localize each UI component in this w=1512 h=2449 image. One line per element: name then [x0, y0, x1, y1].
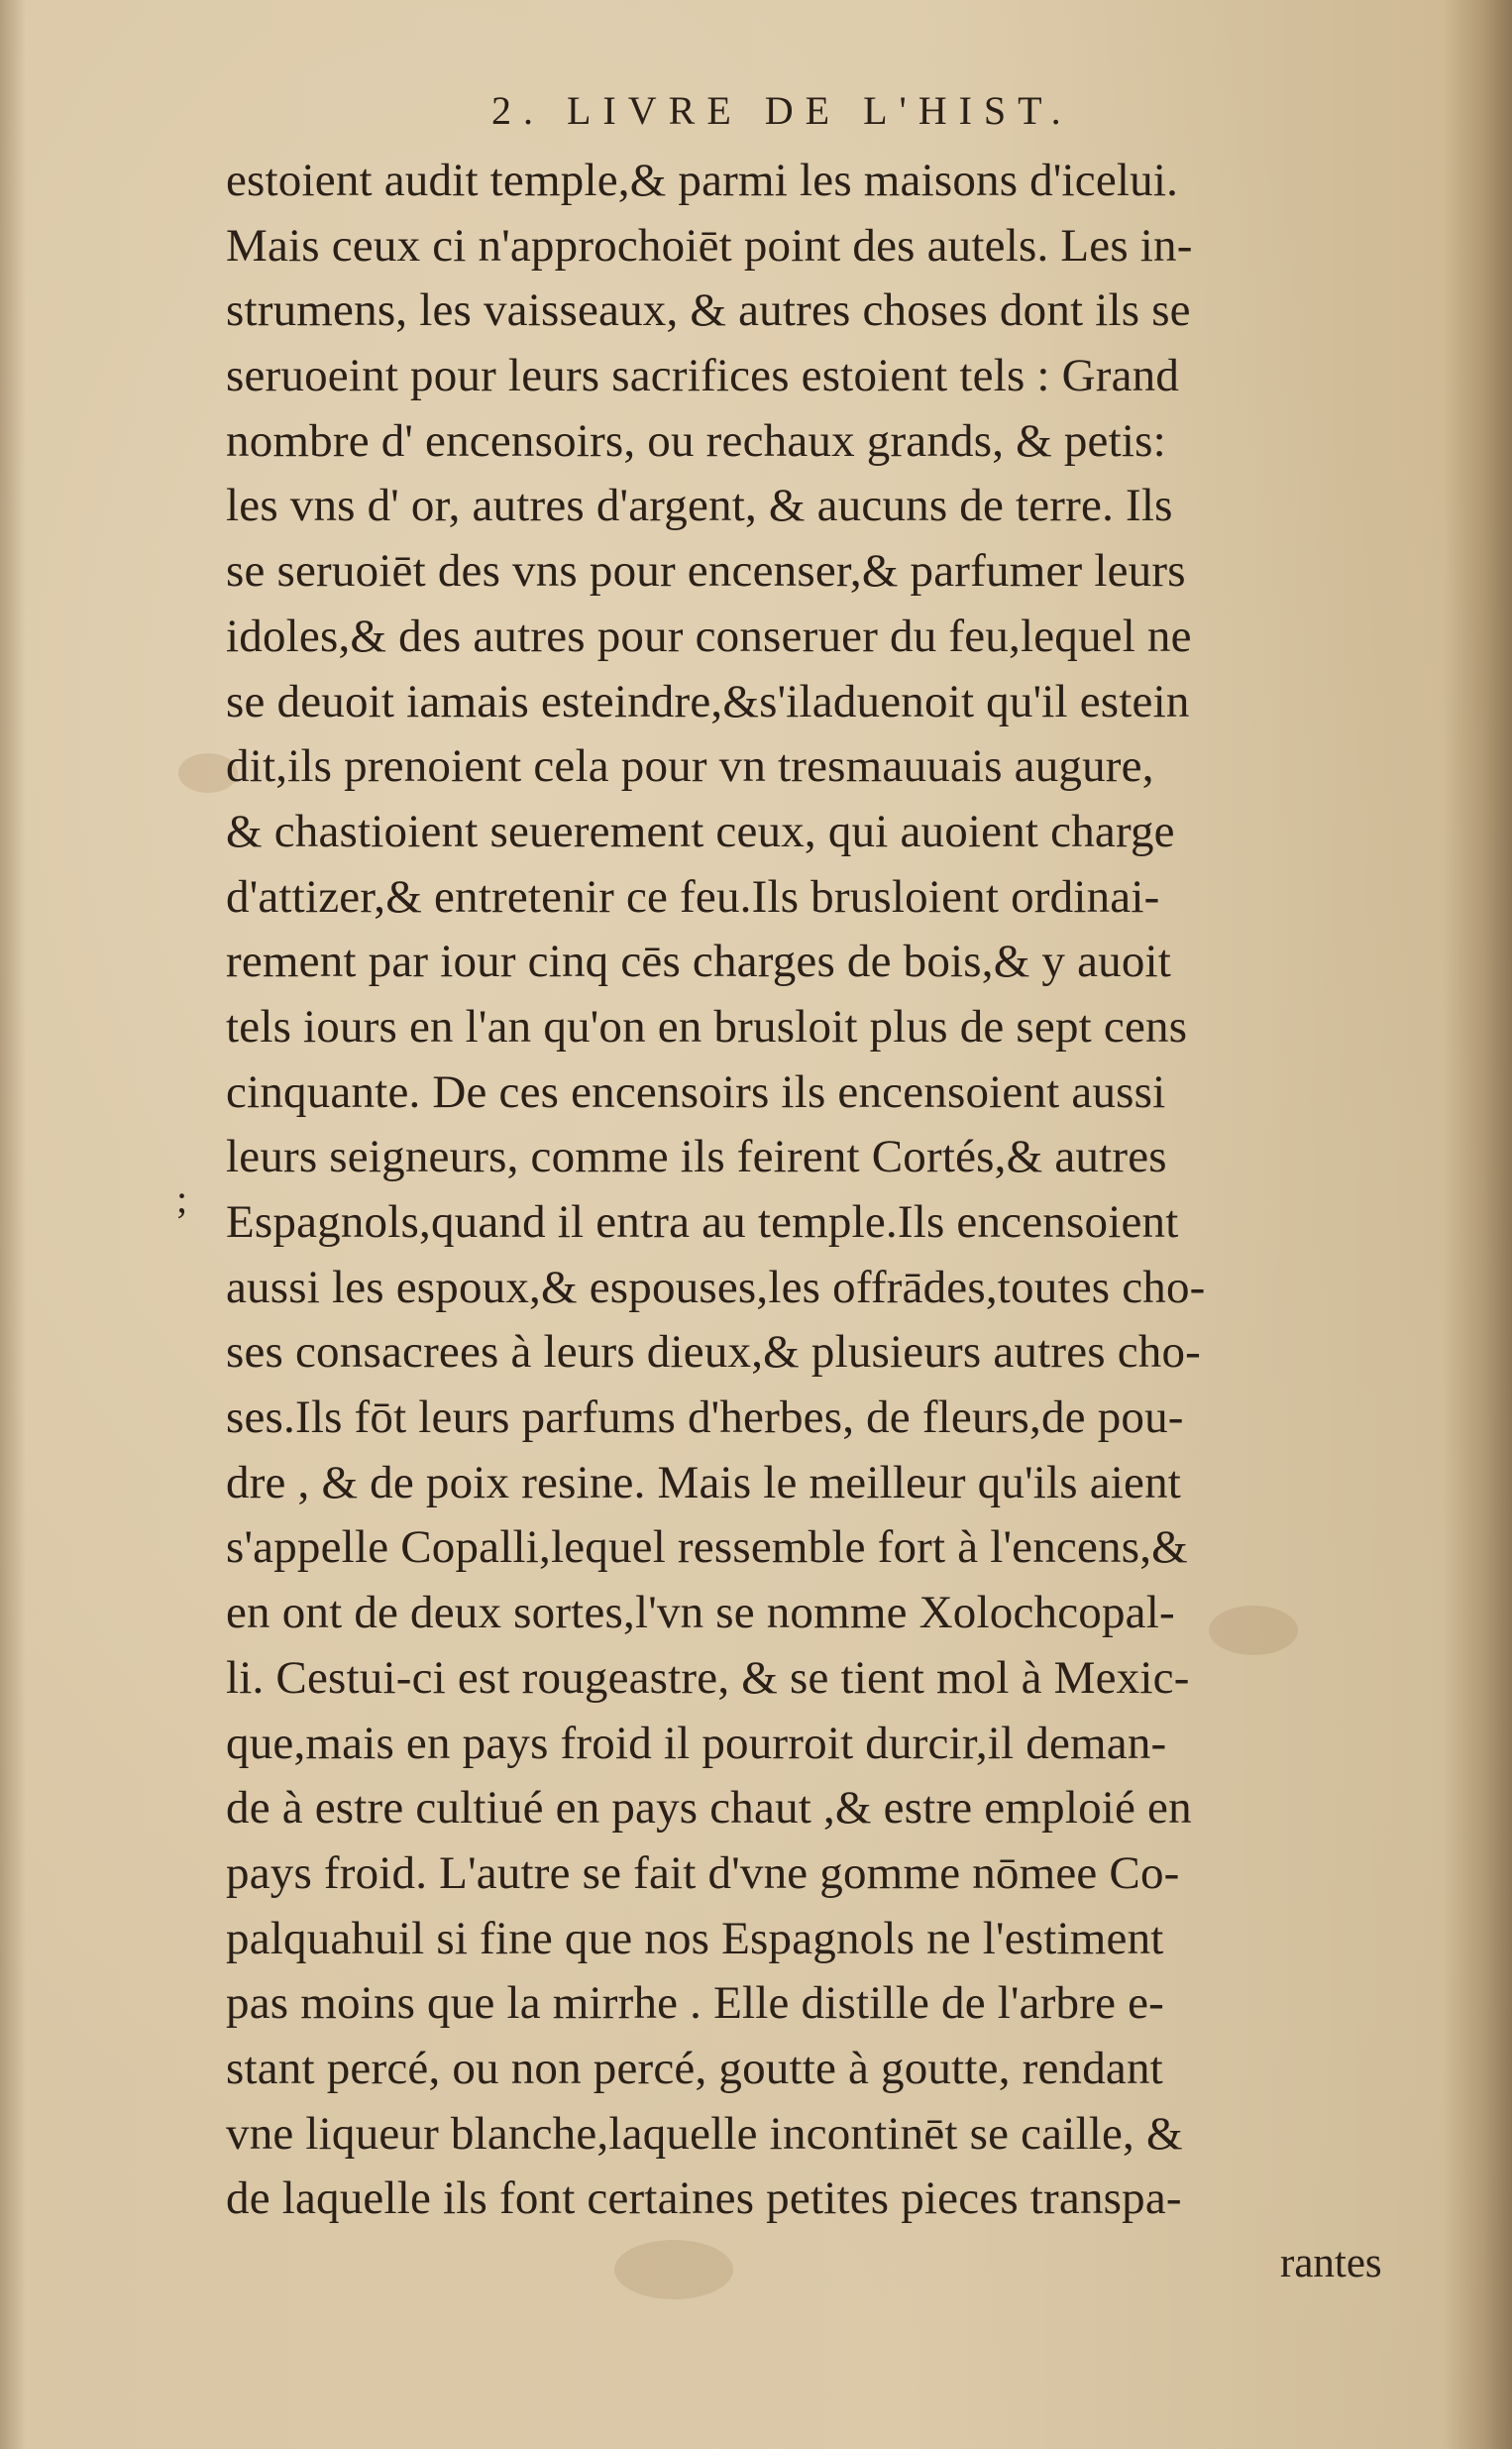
- text-line: & chastioient seuerement ceux, qui auoient charge: [226, 805, 1175, 857]
- gutter-shadow: [1443, 0, 1512, 2449]
- text-line: de laquelle ils font certaines petites pieces transpa-: [226, 2172, 1182, 2225]
- text-line: ses consacrees à leurs dieux,& plusieurs autres cho-: [226, 1326, 1202, 1379]
- text-line: cinquante. De ces encensoirs ils encensoient aussi: [226, 1065, 1166, 1118]
- text-line: dit,ils prenoient cela pour vn tresmauuais augure,: [226, 740, 1154, 793]
- text-line: ses.Ils fōt leurs parfums d'herbes, de fleurs,de pou-: [226, 1391, 1184, 1444]
- text-line: li. Cestui-ci est rougeastre, & se tient mol à Mexic-: [226, 1651, 1190, 1704]
- text-line: nombre d' encensoirs, ou rechaux grands, & petis:: [226, 414, 1166, 467]
- text-line: se deuoit iamais esteindre,&s'iladuenoit qu'il estein: [226, 675, 1190, 727]
- text-line: stant percé, ou non percé, goutte à goutte, rendant: [226, 2042, 1163, 2094]
- text-line: tels iours en l'an qu'on en brusloit plus de sept cens: [226, 1000, 1188, 1053]
- text-line: idoles,& des autres pour conseruer du feu,lequel ne: [226, 610, 1192, 662]
- text-line: Espagnols,quand il entra au temple.Ils encensoient: [226, 1196, 1179, 1248]
- catchword: rantes: [1280, 2240, 1382, 2286]
- text-line: seruoeint pour leurs sacrifices estoient tels : Grand: [226, 350, 1180, 402]
- text-line: les vns d' or, autres d'argent, & aucuns de terre. Ils: [226, 480, 1173, 532]
- text-line: Mais ceux ci n'approchoiēt point des autels. Les in-: [226, 219, 1193, 272]
- margin-mark: ;: [176, 1176, 188, 1221]
- text-line: leurs seigneurs, comme ils feirent Cortés,& autres: [226, 1131, 1167, 1183]
- running-head: 2. LIVRE DE L'HIST.: [491, 88, 1073, 133]
- text-line: d'attizer,& entretenir ce feu.Ils brusloient ordinai-: [226, 870, 1160, 923]
- text-line: dre , & de poix resine. Mais le meilleur qu'ils aient: [226, 1456, 1182, 1508]
- text-line: palquahuil si fine que nos Espagnols ne l'estiment: [226, 1912, 1164, 1964]
- text-line: se seruoiēt des vns pour encenser,& parfumer leurs: [226, 545, 1186, 598]
- page-edge-shadow: [0, 0, 26, 2449]
- text-line: en ont de deux sortes,l'vn se nomme Xolochcopal-: [226, 1587, 1175, 1639]
- text-line: s'appelle Copalli,lequel ressemble fort à l'encens,&: [226, 1521, 1188, 1574]
- text-line: que,mais en pays froid il pourroit durcir,il deman-: [226, 1717, 1167, 1769]
- text-block: [226, 149, 1425, 2295]
- text-line: pas moins que la mirrhe . Elle distille de l'arbre e-: [226, 1977, 1165, 2030]
- text-line: aussi les espoux,& espouses,les offrādes,toutes cho-: [226, 1261, 1206, 1313]
- text-line: pays froid. L'autre se fait d'vne gomme nōmee Co-: [226, 1846, 1180, 1899]
- text-line: vne liqueur blanche,laquelle incontinēt se caille, &: [226, 2107, 1183, 2160]
- text-line: rement par iour cinq cēs charges de bois,& y auoit: [226, 936, 1172, 988]
- text-line: strumens, les vaisseaux, & autres choses dont ils se: [226, 284, 1191, 337]
- text-line: estoient audit temple,& parmi les maisons d'icelui.: [226, 155, 1179, 206]
- text-line: de à estre cultiué en pays chaut ,& estre emploié en: [226, 1782, 1192, 1835]
